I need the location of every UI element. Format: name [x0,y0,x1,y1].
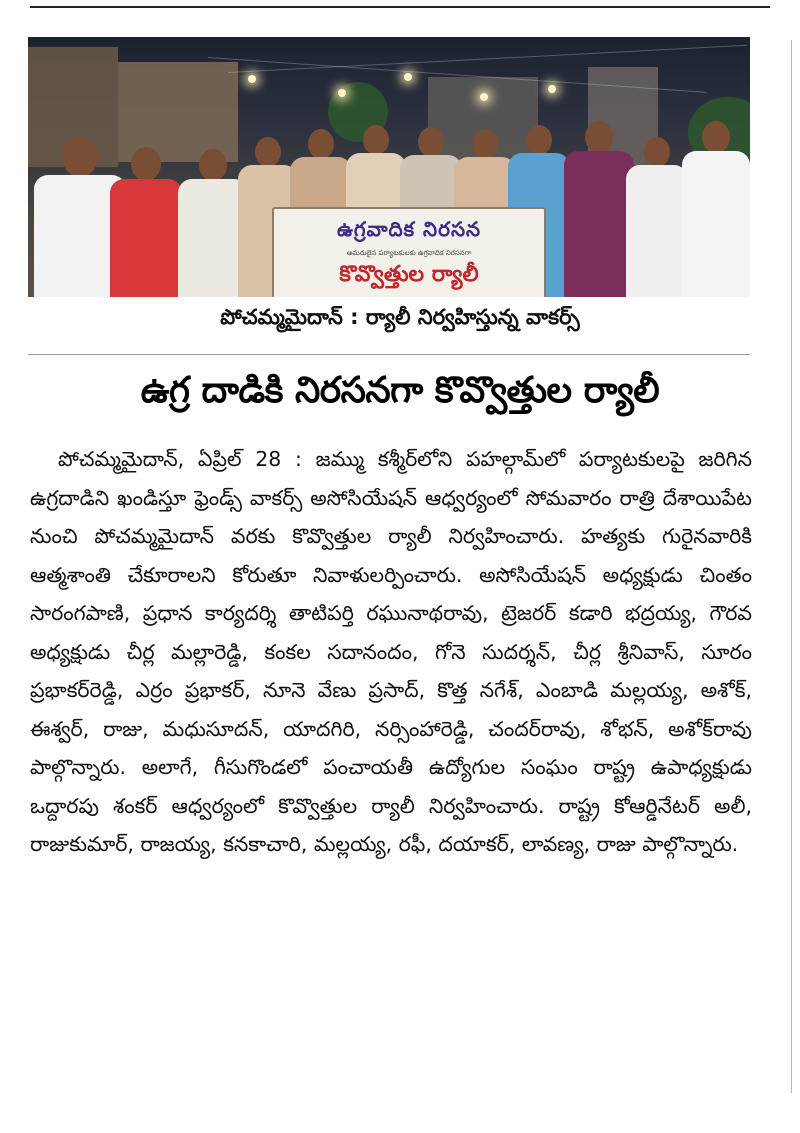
article-headline: ఉగ్ర దాడికి నిరసనగా కొవ్వొత్తుల ర్యాలీ [140,370,660,411]
caption-divider [28,354,750,355]
article-body: పోచమ్మమైదాన్, ఏప్రిల్ 28 : జమ్ము కశ్మీర్‌లోని పహల్గామ్‌లో పర్యాటకులపై జరిగిన ఉగ్రదాడిని ఖండిస్తూ ఫ్రెండ్స్ వాకర్స్ అసోసియేషన్ ఆధ్వర్యంలో సోమవారం రాత్రి దేశాయిపేట నుంచి పోచమ్మమైదాన్ వరకు కొవ్వొత్తుల ర్యాలీ నిర్వహించారు. హత్యకు గురైనవారికి ఆత్మశాంతి చేకూరాలని కోరుతూ నివాళులర్పించారు. అసోసియేషన్ అధ్యక్షుడు చింతం సారంగపాణి, ప్రధాన కార్యదర్శి తాటిపర్తి రఘునాథరావు, ట్రెజరర్ కడారి భద్రయ్య, గౌరవ అధ్యక్షుడు చీర్ల మల్లారెడ్డి, కంకల సదానందం, గోనె సుదర్శన్, చీర్ల శ్రీనివాస్, సూరం ప్రభాకర్‌రెడ్డి, ఎర్రం ప్రభాకర్, నూనె వేణు ప్రసాద్, కొత్త నగేశ్, ఎంబాడి మల్లయ్య, అశోక్, ఈశ్వర్, రాజు, మధుసూదన్, యాదగిరి, నర్సింహారెడ్డి, చందర్‌రావు, శోభన్, అశోక్‌రావు పాల్గొన్నారు. అలాగే, గీసుగొండలో పంచాయతీ ఉద్యోగుల సంఘం రాష్ట్ర ఉపాధ్యక్షుడు ఒద్దారపు శంకర్ ఆధ్వర్యంలో కొవ్వొత్తుల ర్యాలీ నిర్వహించారు. రాష్ట్ర కోఆర్డినేటర్ అలీ, రాజుకుమార్, రాజయ్య, కనకాచారి, మల్లయ్య, రఫీ, దయాకర్, లావణ్య, రాజు పాల్గొన్నారు. [30,447,752,856]
photo-caption: పోచమ్మమైదాన్ : ర్యాలీ నిర్వహిస్తున్న వాకర్స్ [220,305,580,329]
banner-subtitle: అమరులైన పర్యాటకులకు ఉగ్రవాదిక నిరసనగా [346,248,472,257]
banner-slogan: కొవ్వొత్తుల ర్యాలీ [339,261,479,287]
column-rule [791,40,792,1093]
banner-title: ఉగ్రవాదిక నిరసన [336,216,482,241]
protest-banner [272,207,546,297]
news-photo [28,37,750,297]
top-rule [30,6,770,8]
